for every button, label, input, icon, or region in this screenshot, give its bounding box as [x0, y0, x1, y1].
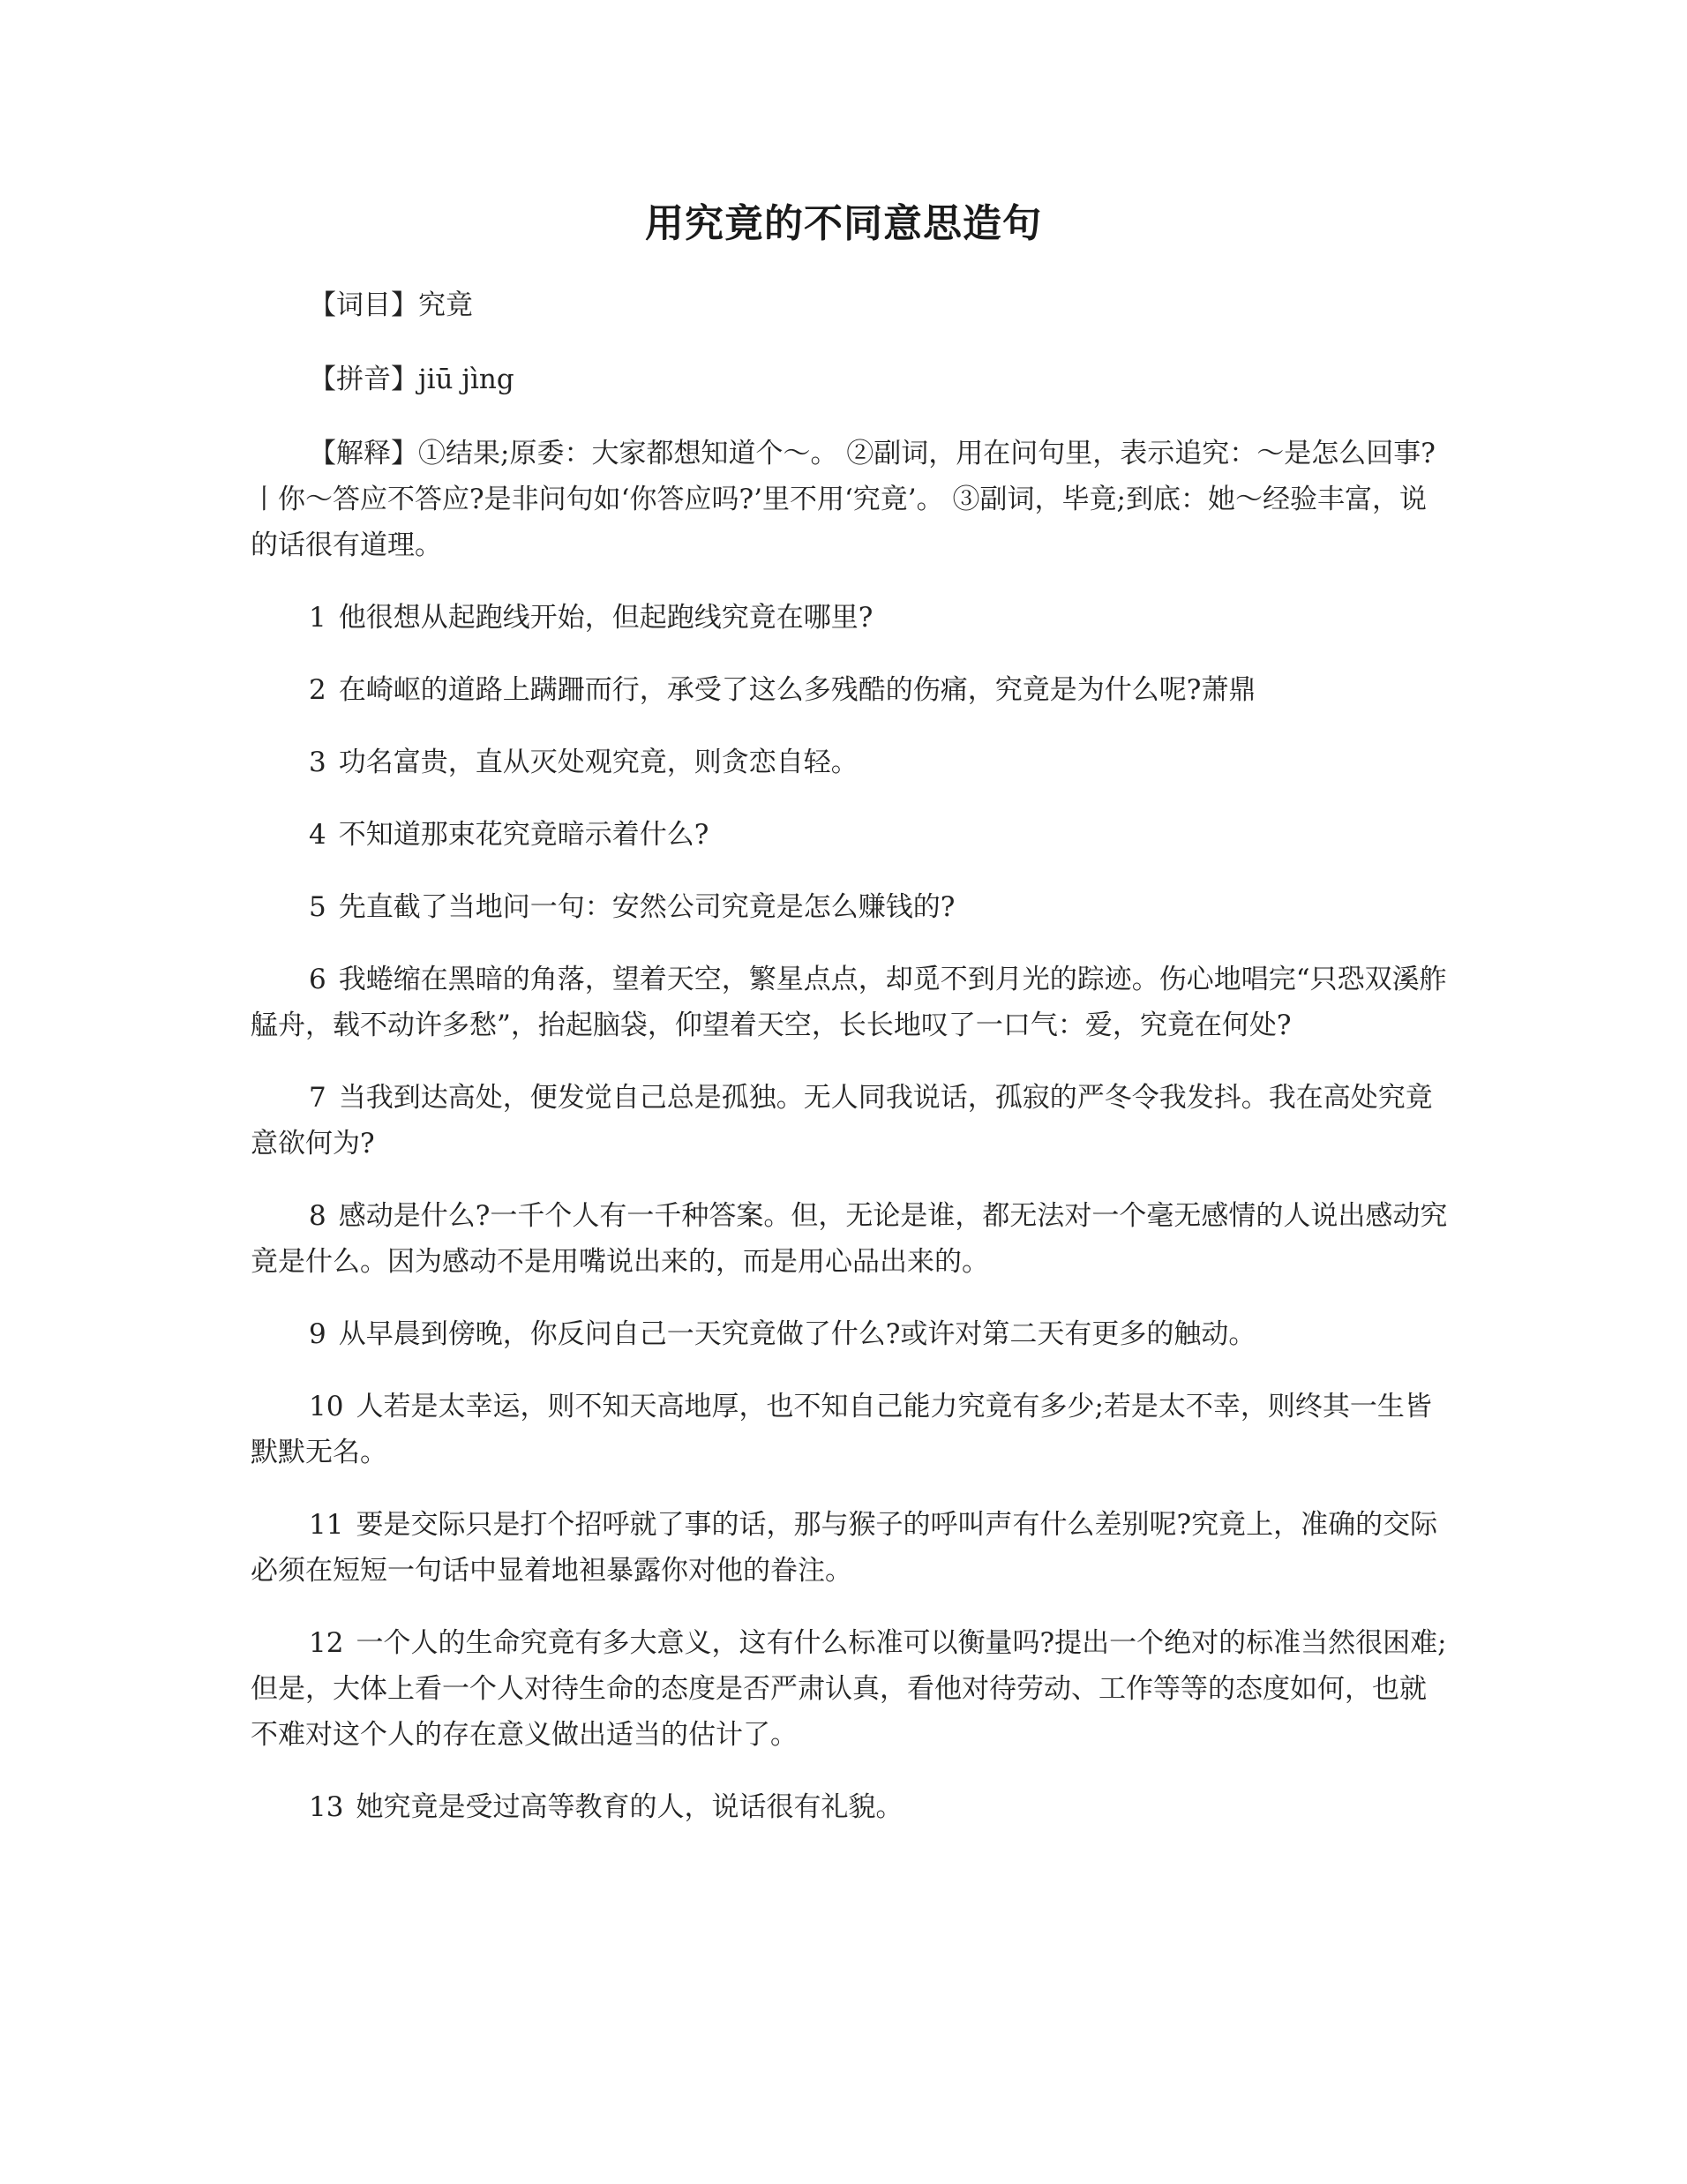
sentence-text: 从早晨到傍晚，你反问自己一天究竟做了什么?或许对第二天有更多的触动。	[338, 1318, 1256, 1350]
sentence-text: 他很想从起跑线开始，但起跑线究竟在哪里?	[338, 602, 873, 634]
field-value: ①结果;原委：大家都想知道个～。 ②副词，用在问句里，表示追究：～是怎么回事?丨你～答应不答应?是非问句如‘你答应吗?’里不用‘究竟’。 ③副词，毕竟;到底：她～经验丰富，说的话很有道理。	[251, 438, 1436, 561]
field-value: jiū jìng	[418, 364, 514, 395]
sentence-number: 7	[309, 1082, 326, 1114]
sentence-item	[251, 884, 1451, 930]
sentence-text: 功名富贵，直从灭处观究竟，则贪恋自轻。	[338, 747, 858, 778]
sentence-number: 8	[309, 1200, 326, 1232]
sentence-text: 在崎岖的道路上蹒跚而行，承受了这么多残酷的伤痛，究竟是为什么呢?萧鼎	[338, 674, 1256, 706]
sentence-item	[251, 812, 1451, 858]
sentence-text: 感动是什么?一千个人有一千种答案。但，无论是谁，都无法对一个毫无感情的人说出感动究竟是什么。因为感动不是用嘴说出来的，而是用心品出来的。	[251, 1200, 1448, 1278]
document-body	[251, 282, 1451, 1857]
sentence-text: 人若是太幸运，则不知天高地厚，也不知自己能力究竟有多少;若是太不幸，则终其一生皆默默无名。	[251, 1391, 1432, 1468]
sentence-number: 11	[309, 1509, 344, 1541]
sentence-number: 5	[309, 891, 326, 923]
sentence-text: 先直截了当地问一句：安然公司究竟是怎么赚钱的?	[338, 891, 956, 923]
sentence-text: 不知道那束花究竟暗示着什么?	[338, 819, 709, 851]
sentence-item	[251, 957, 1451, 1048]
sentence-text: 要是交际只是打个招呼就了事的话，那与猴子的呼叫声有什么差别呢?究竟上，准确的交际必须在短短一句话中显着地袒暴露你对他的眷注。	[251, 1509, 1438, 1587]
field-label: 【词目】	[309, 289, 418, 321]
sentence-item	[251, 1784, 1451, 1830]
sentence-item	[251, 739, 1451, 785]
field-jieshi	[251, 431, 1451, 568]
sentence-number: 3	[309, 747, 326, 778]
sentence-number: 9	[309, 1318, 326, 1350]
sentence-item	[251, 1311, 1451, 1357]
sentence-item	[251, 1502, 1451, 1594]
sentence-item	[251, 1193, 1451, 1285]
sentence-number: 12	[309, 1627, 344, 1659]
sentence-number: 10	[309, 1391, 344, 1422]
sentence-number: 2	[309, 674, 326, 706]
field-pinyin	[251, 356, 1451, 402]
sentence-number: 1	[309, 602, 326, 634]
sentence-item	[251, 1384, 1451, 1475]
sentence-item	[251, 595, 1451, 641]
field-cimu	[251, 282, 1451, 328]
sentence-number: 13	[309, 1791, 344, 1823]
sentence-number: 6	[309, 964, 326, 995]
sentence-number: 4	[309, 819, 326, 851]
field-label: 【拼音】	[309, 364, 418, 395]
sentence-item	[251, 1075, 1451, 1167]
sentence-item	[251, 1620, 1451, 1758]
field-label: 【解释】	[309, 438, 418, 469]
sentence-text: 她究竟是受过高等教育的人，说话很有礼貌。	[356, 1791, 903, 1823]
field-value: 究竟	[418, 289, 473, 321]
sentence-text: 一个人的生命究竟有多大意义，这有什么标准可以衡量吗?提出一个绝对的标准当然很困难;但是，大体上看一个人对待生命的态度是否严肃认真，看他对待劳动、工作等等的态度如何，也就不难对这个人的存在意义做出适当的估计了。	[251, 1627, 1447, 1751]
sentence-item	[251, 667, 1451, 713]
sentence-text: 我蜷缩在黑暗的角落，望着天空，繁星点点，却觅不到月光的踪迹。伤心地唱完“只恐双溪舴艋舟，载不动许多愁”，抬起脑袋，仰望着天空，长长地叹了一口气：爱，究竟在何处?	[251, 964, 1447, 1041]
document-title: 用究竟的不同意思造句	[645, 201, 1042, 246]
sentence-text: 当我到达高处，便发觉自己总是孤独。无人同我说话，孤寂的严冬令我发抖。我在高处究竟意欲何为?	[251, 1082, 1433, 1160]
